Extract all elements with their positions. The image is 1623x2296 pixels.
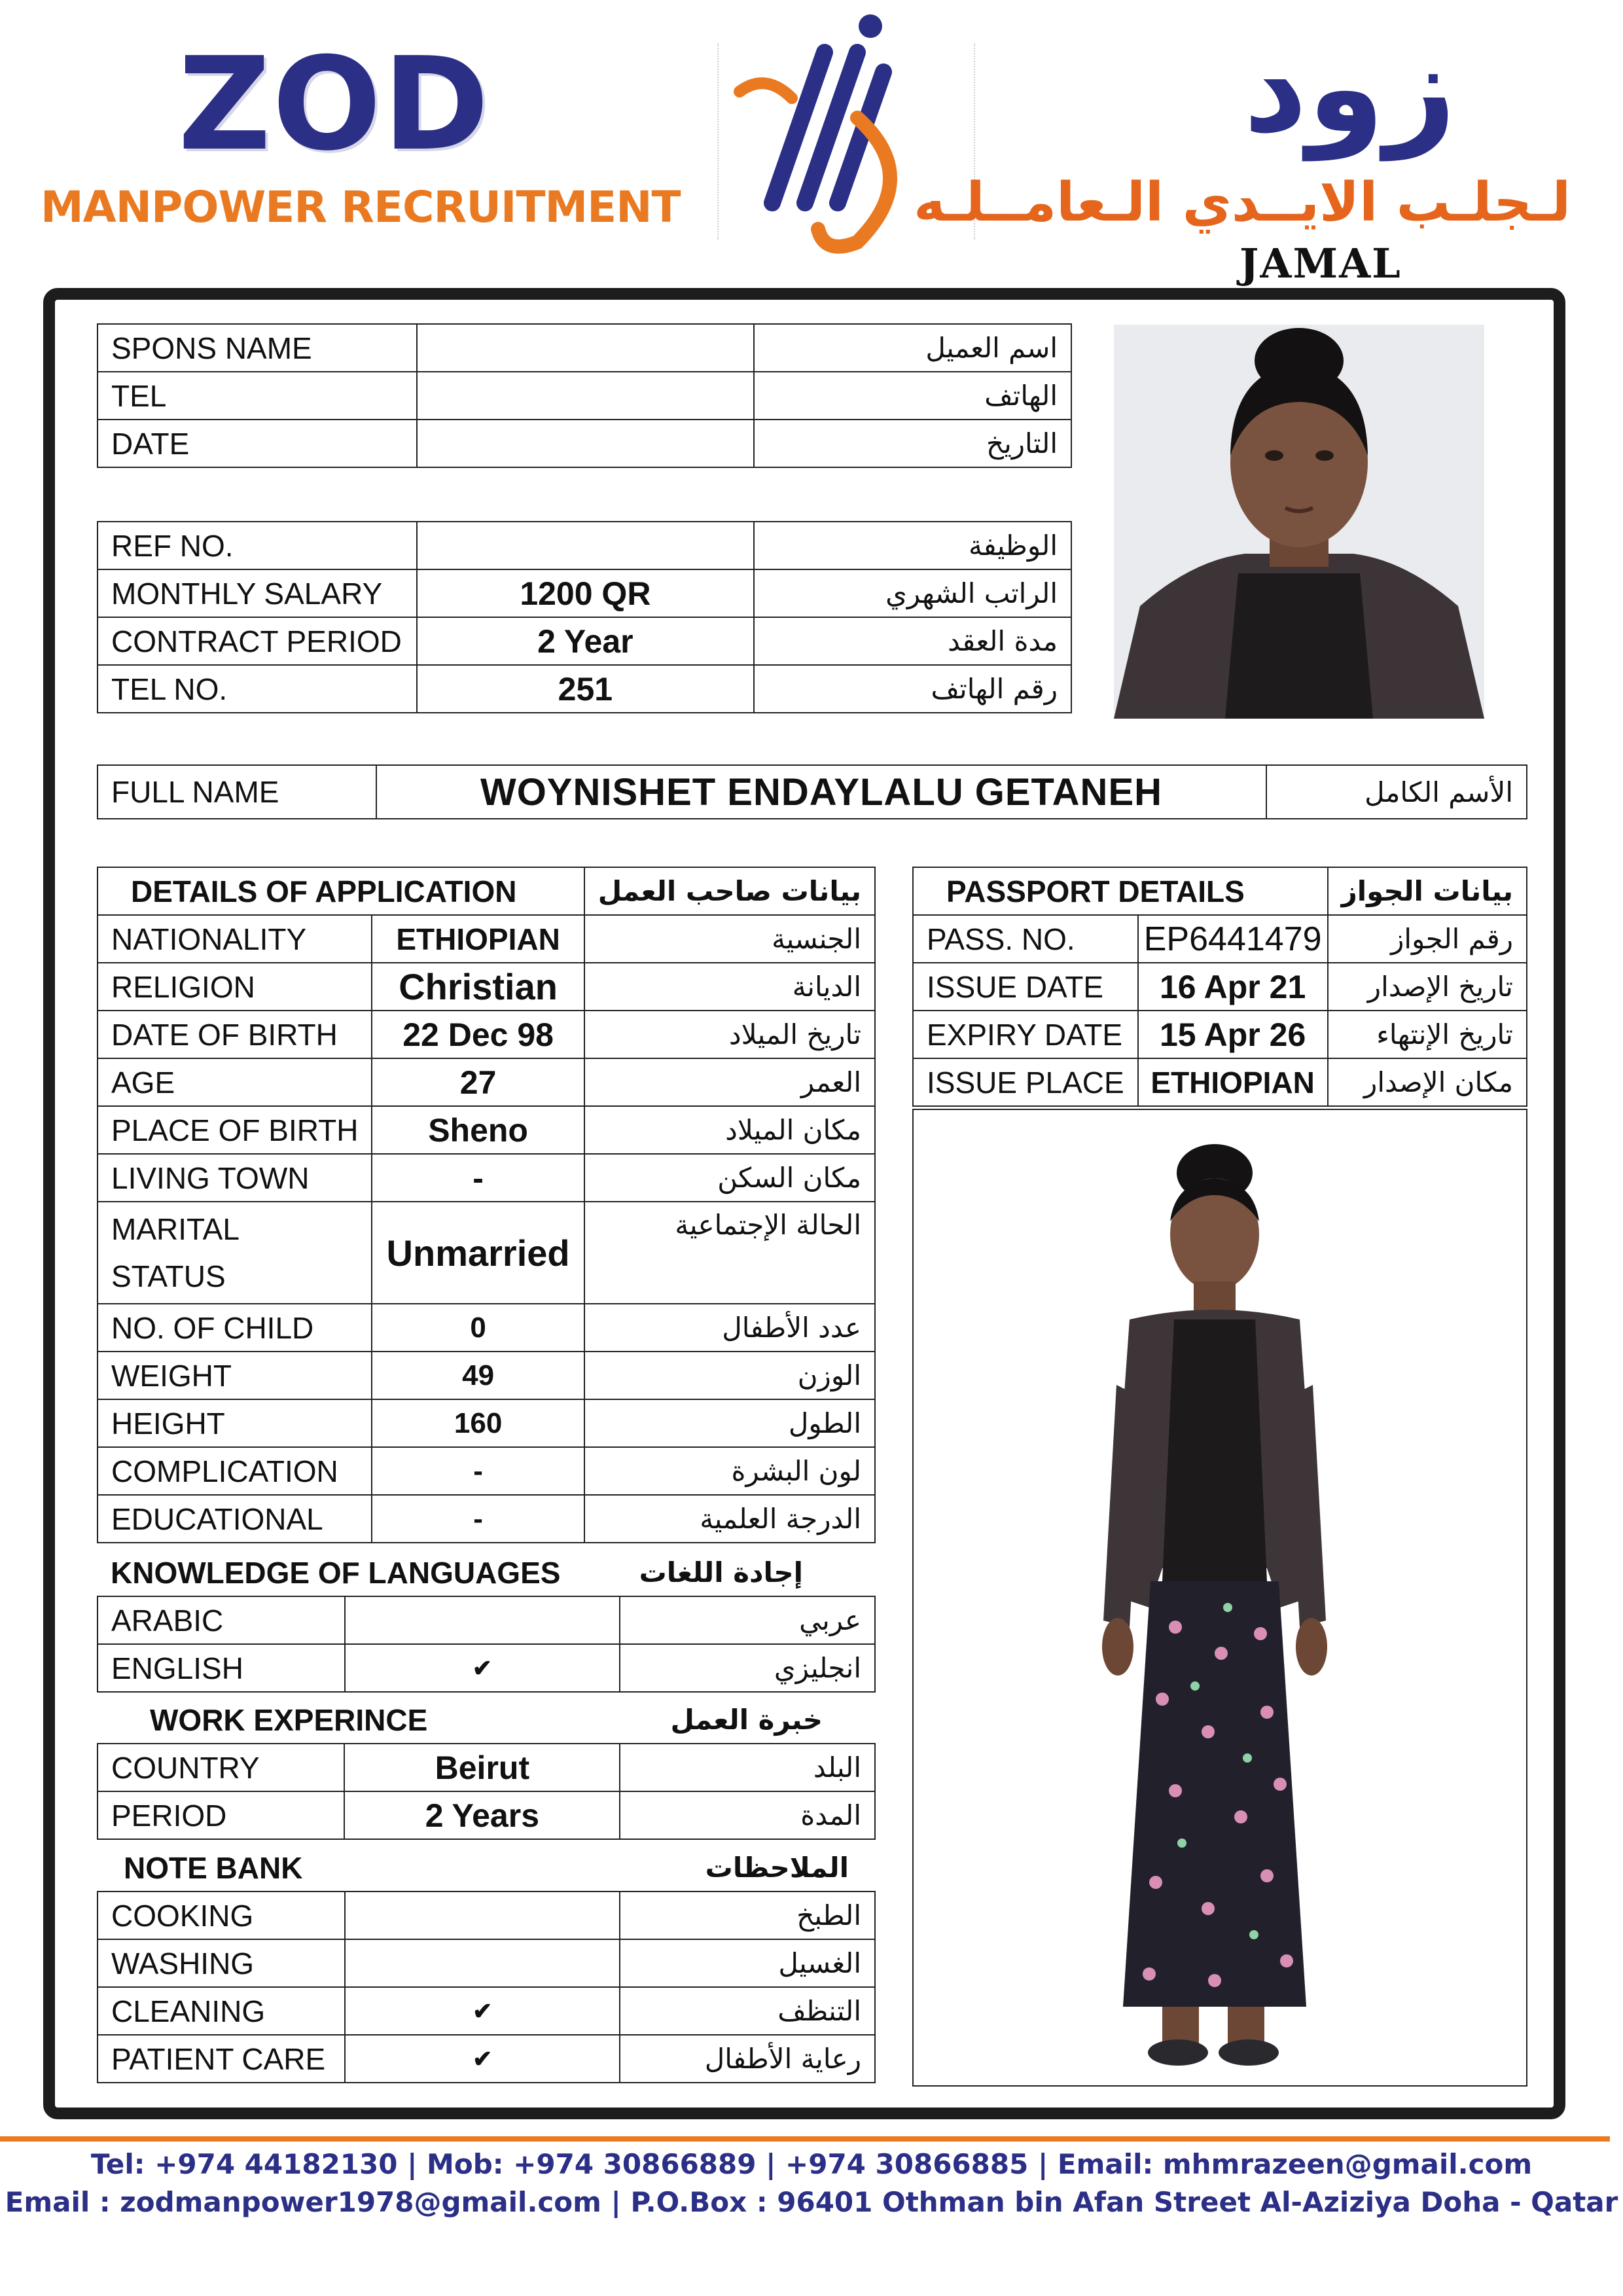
row-label-arabic: الدرجة العلمية	[584, 1495, 875, 1543]
section-title: DETAILS OF APPLICATION	[98, 867, 584, 915]
row-label-arabic: تاريخ الإنتهاء	[1328, 1011, 1527, 1058]
row-label-arabic: الوظيفة	[754, 522, 1071, 569]
table-row	[98, 1106, 875, 1154]
languages-table	[97, 1549, 876, 1693]
row-label: REF NO.	[98, 522, 417, 569]
row-label: HEIGHT	[98, 1399, 372, 1447]
row-label: ARABIC	[98, 1596, 345, 1644]
table-row	[98, 1987, 875, 2035]
dob-value: 22 Dec 98	[372, 1011, 584, 1058]
table-row	[98, 522, 1071, 569]
complication-value: -	[372, 1447, 584, 1495]
table-row	[98, 1791, 875, 1839]
religion-value: Christian	[372, 963, 584, 1011]
row-label: FULL NAME	[98, 765, 376, 819]
table-row	[98, 1352, 875, 1399]
row-label	[98, 1202, 372, 1304]
table-row	[98, 372, 1071, 420]
section-title-arabic: خبرة العمل	[670, 1704, 823, 1736]
marital-status-value: Unmarried	[372, 1202, 584, 1304]
sponsor-name-field[interactable]	[417, 324, 754, 372]
branch-name: JAMAL	[1240, 240, 1402, 287]
section-header	[98, 867, 875, 915]
brand-title: ZOD	[178, 30, 491, 179]
row-label: COUNTRY	[98, 1744, 344, 1791]
job-table	[97, 521, 1072, 713]
section-header	[98, 1549, 875, 1596]
header-divider-left	[717, 43, 719, 240]
table-row	[98, 1399, 875, 1447]
row-label-arabic: الجنسية	[584, 915, 875, 963]
english-check[interactable]: ✔	[345, 1644, 620, 1692]
row-label: CLEANING	[98, 1987, 345, 2035]
section-header	[913, 867, 1527, 915]
row-label: DATE OF BIRTH	[98, 1011, 372, 1058]
row-label: MONTHLY SALARY	[98, 569, 417, 617]
row-label-arabic: البلد	[620, 1744, 875, 1791]
living-town-value: -	[372, 1154, 584, 1202]
logo-icon	[726, 7, 923, 255]
portrait-photo	[1114, 325, 1484, 719]
period-value: 2 Years	[344, 1791, 620, 1839]
table-row	[98, 569, 1071, 617]
table-row	[98, 765, 1527, 819]
row-label: ISSUE PLACE	[913, 1058, 1138, 1106]
footer-contact-line2: Email : zodmanpower1978@gmail.com | P.O.Box : 96401 Othman bin Afan Street Al-Aziziya Doha - Qatar	[5, 2186, 1618, 2218]
brand-tagline: MANPOWER RECRUITMENT	[41, 182, 681, 232]
place-of-birth-value: Sheno	[372, 1106, 584, 1154]
row-label-arabic: مكان الإصدار	[1328, 1058, 1527, 1106]
full-body-photo	[914, 1110, 1526, 2085]
row-label-arabic: الحالة الإجتماعية	[584, 1202, 875, 1304]
table-row	[98, 963, 875, 1011]
table-row	[98, 1495, 875, 1543]
marital-label-line1: MARITAL	[111, 1212, 240, 1246]
table-row	[98, 915, 875, 963]
table-row	[98, 2035, 875, 2083]
row-label-arabic: التنظف	[620, 1987, 875, 2035]
application-table	[97, 867, 876, 1543]
sponsor-table	[97, 323, 1072, 468]
row-label-arabic: الوزن	[584, 1352, 875, 1399]
row-label-arabic: لون البشرة	[584, 1447, 875, 1495]
table-row	[913, 963, 1527, 1011]
table-row	[98, 420, 1071, 467]
row-label-arabic: المدة	[620, 1791, 875, 1839]
row-label: NO. OF CHILD	[98, 1304, 372, 1352]
patient-care-check[interactable]: ✔	[345, 2035, 620, 2083]
row-label: TEL NO.	[98, 665, 417, 713]
row-label-arabic: الطول	[584, 1399, 875, 1447]
height-value: 160	[372, 1399, 584, 1447]
row-label: ISSUE DATE	[913, 963, 1138, 1011]
table-row	[913, 915, 1527, 963]
table-row	[98, 1202, 875, 1304]
section-title-arabic: الملاحظات	[705, 1852, 849, 1884]
row-label-arabic: الراتب الشهري	[754, 569, 1071, 617]
row-label-arabic: مكان السكن	[584, 1154, 875, 1202]
nationality-value: ETHIOPIAN	[372, 915, 584, 963]
brand-title-arabic: زود	[1243, 16, 1456, 160]
full-name-table	[97, 764, 1527, 819]
arabic-check[interactable]	[345, 1596, 620, 1644]
issue-place-value: ETHIOPIAN	[1138, 1058, 1328, 1106]
sponsor-date-field[interactable]	[417, 420, 754, 467]
marital-label-line2: STATUS	[111, 1259, 226, 1293]
table-row	[98, 1744, 875, 1791]
expiry-date-value: 15 Apr 26	[1138, 1011, 1328, 1058]
notes-table	[97, 1844, 876, 2083]
age-value: 27	[372, 1058, 584, 1106]
footer-contact-line1: Tel: +974 44182130 | Mob: +974 30866889 | +974 30866885 | Email: mhmrazeen@gmail.com	[90, 2148, 1533, 2180]
row-label-arabic: رقم الجواز	[1328, 915, 1527, 963]
row-label-arabic: مكان الميلاد	[584, 1106, 875, 1154]
table-row	[98, 1011, 875, 1058]
section-header	[98, 1844, 875, 1892]
row-label: ENGLISH	[98, 1644, 345, 1692]
table-row	[98, 324, 1071, 372]
children-value: 0	[372, 1304, 584, 1352]
salary-value: 1200 QR	[417, 569, 754, 617]
table-row	[98, 1447, 875, 1495]
cleaning-check[interactable]: ✔	[345, 1987, 620, 2035]
passport-table	[912, 867, 1527, 1107]
row-label-arabic: رعاية الأطفال	[620, 2035, 875, 2083]
country-value: Beirut	[344, 1744, 620, 1791]
sponsor-tel-field[interactable]	[417, 372, 754, 420]
row-label-arabic: اسم العميل	[754, 324, 1071, 372]
education-value: -	[372, 1495, 584, 1543]
row-label: EXPIRY DATE	[913, 1011, 1138, 1058]
washing-check[interactable]	[345, 1939, 620, 1987]
issue-date-value: 16 Apr 21	[1138, 963, 1328, 1011]
cooking-check[interactable]	[345, 1892, 620, 1939]
row-label-arabic: الغسيل	[620, 1939, 875, 1987]
table-row	[98, 1596, 875, 1644]
footer-divider	[0, 2136, 1610, 2142]
row-label: AGE	[98, 1058, 372, 1106]
row-label-arabic: عربي	[620, 1596, 875, 1644]
row-label: SPONS NAME	[98, 324, 417, 372]
row-label: NATIONALITY	[98, 915, 372, 963]
row-label-arabic: عدد الأطفال	[584, 1304, 875, 1352]
row-label-arabic: الهاتف	[754, 372, 1071, 420]
section-header	[98, 1696, 875, 1744]
row-label: COOKING	[98, 1892, 345, 1939]
table-row	[98, 1058, 875, 1106]
row-label-arabic: رقم الهاتف	[754, 665, 1071, 713]
section-title: KNOWLEDGE OF LANGUAGES	[111, 1555, 561, 1590]
row-label-arabic: العمر	[584, 1058, 875, 1106]
row-label: WASHING	[98, 1939, 345, 1987]
row-label: RELIGION	[98, 963, 372, 1011]
table-row	[98, 1154, 875, 1202]
row-label-arabic: التاريخ	[754, 420, 1071, 467]
row-label-arabic: مدة العقد	[754, 617, 1071, 665]
row-label: DATE	[98, 420, 417, 467]
table-row	[913, 1058, 1527, 1106]
section-title: NOTE BANK	[124, 1850, 303, 1885]
section-title-arabic: بيانات الجواز	[1328, 867, 1527, 915]
row-label-arabic: انجليزي	[620, 1644, 875, 1692]
tel-no-value: 251	[417, 665, 754, 713]
section-title-arabic: بيانات صاحب العمل	[584, 867, 875, 915]
section-title: WORK EXPERINCE	[150, 1702, 428, 1737]
row-label: LIVING TOWN	[98, 1154, 372, 1202]
brand-tagline-arabic: لـجلـب الايــدي الـعامــلـه	[914, 171, 1571, 234]
full-name-value: WOYNISHET ENDAYLALU GETANEH	[376, 765, 1267, 819]
row-label: WEIGHT	[98, 1352, 372, 1399]
table-row	[98, 1644, 875, 1692]
row-label: PERIOD	[98, 1791, 344, 1839]
table-row	[98, 1304, 875, 1352]
row-label-arabic: الطبخ	[620, 1892, 875, 1939]
weight-value: 49	[372, 1352, 584, 1399]
row-label-arabic: تاريخ الميلاد	[584, 1011, 875, 1058]
section-title-arabic: إجادة اللغات	[639, 1556, 803, 1588]
table-row	[98, 1939, 875, 1987]
row-label: PLACE OF BIRTH	[98, 1106, 372, 1154]
row-label-arabic: تاريخ الإصدار	[1328, 963, 1527, 1011]
full-body-photo-frame	[912, 1109, 1527, 2087]
row-label: TEL	[98, 372, 417, 420]
ref-no-field[interactable]	[417, 522, 754, 569]
passport-number-value: EP6441479	[1138, 915, 1328, 963]
row-label-arabic: الديانة	[584, 963, 875, 1011]
row-label: PATIENT CARE	[98, 2035, 345, 2083]
table-row	[913, 1011, 1527, 1058]
table-row	[98, 665, 1071, 713]
experience-table	[97, 1696, 876, 1840]
row-label-arabic: الأسم الكامل	[1266, 765, 1527, 819]
row-label: EDUCATIONAL	[98, 1495, 372, 1543]
row-label: CONTRACT PERIOD	[98, 617, 417, 665]
row-label: PASS. NO.	[913, 915, 1138, 963]
row-label: COMPLICATION	[98, 1447, 372, 1495]
contract-period-value: 2 Year	[417, 617, 754, 665]
table-row	[98, 1892, 875, 1939]
table-row	[98, 617, 1071, 665]
section-title: PASSPORT DETAILS	[913, 867, 1328, 915]
